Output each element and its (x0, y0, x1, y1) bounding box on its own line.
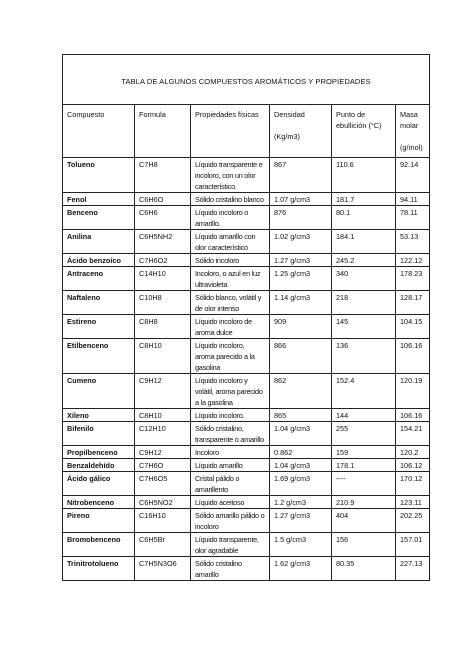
cell-propiedades: Sólido cristalino, transparente o amarillo (191, 422, 270, 446)
cell-masa: 128.17 (396, 291, 430, 315)
table-row (63, 254, 430, 267)
cell-formula: C6H5NO2 (135, 496, 191, 509)
table-row (63, 446, 430, 459)
cell-propiedades: Líquido incoloro, aroma parecido a la gasolina (191, 339, 270, 374)
cell-ebullicion: 136 (332, 339, 396, 374)
cell-masa: 123.11 (396, 496, 430, 509)
cell-compuesto: Ácido gálico (63, 472, 135, 496)
cell-propiedades: Líquido incoloro de aroma dulce (191, 315, 270, 339)
cell-ebullicion: 80.1 (332, 206, 396, 230)
cell-propiedades: Sólido incoloro (191, 254, 270, 267)
table-row (63, 374, 430, 409)
cell-formula: C10H8 (135, 291, 191, 315)
cell-densidad: 0.862 (270, 446, 332, 459)
cell-masa: 106.12 (396, 459, 430, 472)
cell-compuesto: Cumeno (63, 374, 135, 409)
cell-propiedades: Sólido blanco, volátil y de olor intenso (191, 291, 270, 315)
cell-masa: 202.25 (396, 509, 430, 533)
cell-densidad: 865 (270, 409, 332, 422)
cell-densidad: 862 (270, 374, 332, 409)
cell-compuesto: Anilina (63, 230, 135, 254)
cell-masa: 122.12 (396, 254, 430, 267)
cell-densidad: 1.07 g/cm3 (270, 193, 332, 206)
table-row (63, 459, 430, 472)
table-row (63, 193, 430, 206)
cell-masa: 178.23 (396, 267, 430, 291)
cell-compuesto: Nitrobenceno (63, 496, 135, 509)
table-row (63, 422, 430, 446)
cell-compuesto: Estireno (63, 315, 135, 339)
cell-densidad: 867 (270, 158, 332, 193)
cell-propiedades: Líquido aceitoso (191, 496, 270, 509)
table-row (63, 230, 430, 254)
table-row (63, 315, 430, 339)
cell-masa: 154.21 (396, 422, 430, 446)
cell-densidad: 1.62 g/cm3 (270, 557, 332, 581)
table-header-row (63, 105, 430, 158)
table-row (63, 409, 430, 422)
table-row (63, 509, 430, 533)
cell-densidad: 1.69 g/cm3 (270, 472, 332, 496)
cell-ebullicion: 184.1 (332, 230, 396, 254)
table-row (63, 206, 430, 230)
cell-formula: C9H12 (135, 446, 191, 459)
table-row (63, 533, 430, 557)
cell-propiedades: Sólido cristalino blanco (191, 193, 270, 206)
cell-compuesto: Tolueno (63, 158, 135, 193)
cell-ebullicion: 145 (332, 315, 396, 339)
cell-compuesto: Ácido benzoico (63, 254, 135, 267)
cell-densidad: 1.2 g/cm3 (270, 496, 332, 509)
cell-compuesto: Antraceno (63, 267, 135, 291)
cell-densidad: 1.04 g/cm3 (270, 422, 332, 446)
table-row (63, 291, 430, 315)
table-row (63, 158, 430, 193)
cell-masa: 92.14 (396, 158, 430, 193)
cell-ebullicion: 340 (332, 267, 396, 291)
cell-propiedades: Sólido cristalino amarillo (191, 557, 270, 581)
cell-ebullicion: 156 (332, 533, 396, 557)
cell-masa: 104.15 (396, 315, 430, 339)
cell-compuesto: Benzaldehído (63, 459, 135, 472)
cell-masa: 157.01 (396, 533, 430, 557)
compounds-table (62, 54, 430, 581)
cell-formula: C7H8 (135, 158, 191, 193)
cell-formula: C7H6O (135, 459, 191, 472)
cell-ebullicion: 80.35 (332, 557, 396, 581)
cell-propiedades: Líquido amarillo (191, 459, 270, 472)
cell-formula: C8H10 (135, 409, 191, 422)
header-masa: Masa molar (g/mol) (396, 105, 430, 158)
cell-formula: C8H10 (135, 339, 191, 374)
cell-compuesto: Pireno (63, 509, 135, 533)
cell-masa: 120.19 (396, 374, 430, 409)
header-formula: Formula (135, 105, 191, 158)
cell-propiedades: Líquido incoloro o amarillo. (191, 206, 270, 230)
cell-formula: C12H10 (135, 422, 191, 446)
table-row (63, 472, 430, 496)
cell-ebullicion: 218 (332, 291, 396, 315)
cell-densidad: 876 (270, 206, 332, 230)
cell-masa: 170.12 (396, 472, 430, 496)
cell-formula: C6H6 (135, 206, 191, 230)
cell-masa: 94.11 (396, 193, 430, 206)
cell-ebullicion: 144 (332, 409, 396, 422)
cell-compuesto: Trinitrotolueno (63, 557, 135, 581)
cell-masa: 120.2 (396, 446, 430, 459)
cell-compuesto: Naftaleno (63, 291, 135, 315)
cell-propiedades: Sólido amarillo pálido o incoloro (191, 509, 270, 533)
cell-ebullicion: 110.6 (332, 158, 396, 193)
cell-formula: C6H5NH2 (135, 230, 191, 254)
cell-formula: C14H10 (135, 267, 191, 291)
cell-densidad: 1.27 g/cm3 (270, 254, 332, 267)
cell-compuesto: Propilbenceno (63, 446, 135, 459)
cell-masa: 53.13 (396, 230, 430, 254)
cell-ebullicion: ---- (332, 472, 396, 496)
cell-propiedades: Líquido amarillo con olor característico (191, 230, 270, 254)
cell-formula: C9H12 (135, 374, 191, 409)
cell-compuesto: Etilbenceno (63, 339, 135, 374)
cell-ebullicion: 255 (332, 422, 396, 446)
cell-compuesto: Bifenilo (63, 422, 135, 446)
table-row (63, 557, 430, 581)
cell-propiedades: Líquido transparente, olor agradable (191, 533, 270, 557)
table-title: TABLA DE ALGUNOS COMPUESTOS AROMÁTICOS Y PROPIEDADES (63, 55, 430, 105)
cell-ebullicion: 245.2 (332, 254, 396, 267)
cell-compuesto: Fenol (63, 193, 135, 206)
cell-formula: C8H8 (135, 315, 191, 339)
cell-propiedades: Incoloro (191, 446, 270, 459)
cell-propiedades: Cristal pálido o amarillento (191, 472, 270, 496)
table-title-row (63, 55, 430, 105)
cell-formula: C7H6O2 (135, 254, 191, 267)
cell-compuesto: Benceno (63, 206, 135, 230)
header-ebullicion: Punto de ebullición (°C) (332, 105, 396, 158)
cell-propiedades: Incoloro, o azul en luz ultravioleta (191, 267, 270, 291)
cell-masa: 227.13 (396, 557, 430, 581)
cell-compuesto: Xileno (63, 409, 135, 422)
cell-ebullicion: 210.9 (332, 496, 396, 509)
cell-propiedades: Líquido incoloro y volátil, aroma parecido a la gasolina (191, 374, 270, 409)
cell-formula: C6H5Br (135, 533, 191, 557)
cell-masa: 78.11 (396, 206, 430, 230)
cell-ebullicion: 159 (332, 446, 396, 459)
cell-masa: 106.16 (396, 409, 430, 422)
cell-formula: C6H6O (135, 193, 191, 206)
cell-densidad: 1.14 g/cm3 (270, 291, 332, 315)
cell-densidad: 1.02 g/cm3 (270, 230, 332, 254)
document-page (62, 54, 429, 581)
table-row (63, 339, 430, 374)
cell-formula: C7H5N3O6 (135, 557, 191, 581)
cell-densidad: 1.04 g/cm3 (270, 459, 332, 472)
cell-ebullicion: 404 (332, 509, 396, 533)
cell-densidad: 1.27 g/cm3 (270, 509, 332, 533)
cell-formula: C7H6O5 (135, 472, 191, 496)
table-row (63, 496, 430, 509)
cell-ebullicion: 181.7 (332, 193, 396, 206)
table-row (63, 267, 430, 291)
header-densidad: Densidad (Kg/m3) (270, 105, 332, 158)
cell-ebullicion: 152.4 (332, 374, 396, 409)
cell-densidad: 866 (270, 339, 332, 374)
cell-propiedades: Líquido transparente e incoloro, con un olor característico. (191, 158, 270, 193)
cell-densidad: 909 (270, 315, 332, 339)
cell-densidad: 1.5 g/cm3 (270, 533, 332, 557)
cell-compuesto: Bromobenceno (63, 533, 135, 557)
cell-densidad: 1.25 g/cm3 (270, 267, 332, 291)
cell-formula: C16H10 (135, 509, 191, 533)
header-compuesto: Compuesto (63, 105, 135, 158)
cell-masa: 106.16 (396, 339, 430, 374)
header-propiedades: Propiedades físicas (191, 105, 270, 158)
cell-propiedades: Líquido incoloro. (191, 409, 270, 422)
cell-ebullicion: 178.1 (332, 459, 396, 472)
